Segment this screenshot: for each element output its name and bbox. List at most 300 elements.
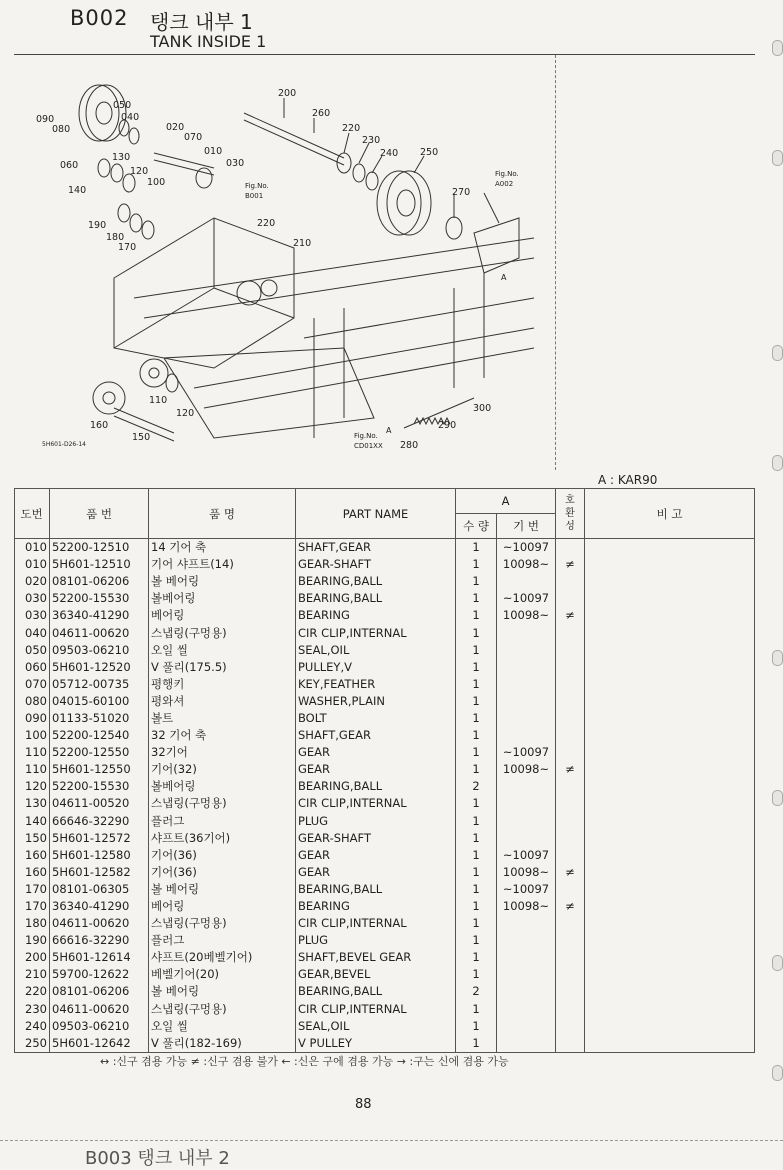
cell-name-en: BEARING,BALL xyxy=(296,573,456,590)
cell-compat: ≠ xyxy=(556,556,585,573)
cell-base xyxy=(497,1035,556,1053)
callout-label: 080 xyxy=(52,124,71,135)
callout-label: 030 xyxy=(226,158,245,169)
figure-ref: A002 xyxy=(495,180,514,188)
cell-compat xyxy=(556,915,585,932)
cell-remarks xyxy=(585,744,755,761)
callout-label: 150 xyxy=(132,432,151,443)
cell-remarks xyxy=(585,949,755,966)
cell-name-ko: 기어(36) xyxy=(149,847,296,864)
cell-part-no: 52200-12540 xyxy=(50,727,149,744)
cell-remarks xyxy=(585,778,755,795)
exploded-parts-diagram xyxy=(14,58,549,458)
cell-qty: 1 xyxy=(456,556,497,573)
col-partno-header: 품 번 xyxy=(50,489,149,539)
cell-remarks xyxy=(585,966,755,983)
callout-label: 230 xyxy=(362,135,381,146)
cell-name-en: SEAL,OIL xyxy=(296,1018,456,1035)
cell-name-ko: 플러그 xyxy=(149,813,296,830)
cell-qty: 1 xyxy=(456,1001,497,1018)
cell-no: 050 xyxy=(15,642,50,659)
page-edge-rule xyxy=(0,1140,783,1141)
cell-name-ko: 볼베어링 xyxy=(149,778,296,795)
callout-label: 180 xyxy=(106,232,125,243)
cell-base xyxy=(497,813,556,830)
cell-no: 150 xyxy=(15,830,50,847)
col-remarks-header: 비 고 xyxy=(585,489,755,539)
cell-name-ko: 평와셔 xyxy=(149,693,296,710)
cell-compat: ≠ xyxy=(556,761,585,778)
cell-compat xyxy=(556,573,585,590)
cell-part-no: 09503-06210 xyxy=(50,642,149,659)
cell-qty: 1 xyxy=(456,795,497,812)
callout-label: 160 xyxy=(90,420,109,431)
next-page-title: B003 탱크 내부 2 xyxy=(85,1148,230,1169)
cell-base xyxy=(497,915,556,932)
title-korean: 탱크 내부 1 xyxy=(150,10,253,34)
cell-remarks xyxy=(585,642,755,659)
callout-label: 130 xyxy=(112,152,131,163)
cell-name-en: V PULLEY xyxy=(296,1035,456,1053)
cell-remarks xyxy=(585,693,755,710)
cell-name-en: CIR CLIP,INTERNAL xyxy=(296,1001,456,1018)
callout-label: 210 xyxy=(293,238,312,249)
cell-base xyxy=(497,710,556,727)
cell-name-ko: 볼 베어링 xyxy=(149,573,296,590)
figure-ref: CD01XX xyxy=(354,442,383,450)
cell-qty: 1 xyxy=(456,624,497,641)
cell-qty: 1 xyxy=(456,932,497,949)
cell-remarks xyxy=(585,864,755,881)
cell-part-no: 5H601-12580 xyxy=(50,847,149,864)
table-row xyxy=(15,898,755,915)
table-row xyxy=(15,932,755,949)
cell-no: 180 xyxy=(15,915,50,932)
cell-qty: 1 xyxy=(456,949,497,966)
callout-label: 240 xyxy=(380,148,399,159)
cell-part-no: 04611-00620 xyxy=(50,1001,149,1018)
table-row xyxy=(15,830,755,847)
cell-no: 030 xyxy=(15,590,50,607)
cell-base: 10098~ xyxy=(497,761,556,778)
cell-qty: 1 xyxy=(456,864,497,881)
header-rule xyxy=(14,54,755,55)
cell-part-no: 08101-06206 xyxy=(50,573,149,590)
callout-label: 120 xyxy=(130,166,149,177)
callout-label: 270 xyxy=(452,187,471,198)
table-row xyxy=(15,659,755,676)
cell-part-no: 08101-06305 xyxy=(50,881,149,898)
cell-part-no: 5H601-12614 xyxy=(50,949,149,966)
diagram-divider xyxy=(555,55,556,470)
cell-no: 170 xyxy=(15,881,50,898)
callout-label: 290 xyxy=(438,420,457,431)
cell-qty: 2 xyxy=(456,778,497,795)
cell-qty: 1 xyxy=(456,676,497,693)
cell-name-ko: V 풀리(175.5) xyxy=(149,659,296,676)
cell-no: 130 xyxy=(15,795,50,812)
cell-part-no: 36340-41290 xyxy=(50,898,149,915)
table-row xyxy=(15,864,755,881)
cell-no: 250 xyxy=(15,1035,50,1053)
cell-name-en: BEARING xyxy=(296,607,456,624)
cell-base: ~10097 xyxy=(497,847,556,864)
cell-compat xyxy=(556,642,585,659)
section-code: B002 xyxy=(70,6,129,30)
cell-part-no: 5H601-12550 xyxy=(50,761,149,778)
cell-name-en: BOLT xyxy=(296,710,456,727)
cell-qty: 1 xyxy=(456,710,497,727)
cell-no: 110 xyxy=(15,761,50,778)
cell-base xyxy=(497,1001,556,1018)
title-english: TANK INSIDE 1 xyxy=(150,32,267,51)
table-row xyxy=(15,966,755,983)
cell-compat xyxy=(556,744,585,761)
cell-part-no: 66646-32290 xyxy=(50,813,149,830)
model-legend: A : KAR90 xyxy=(598,473,658,487)
cell-compat xyxy=(556,624,585,641)
cell-remarks xyxy=(585,624,755,641)
table-row xyxy=(15,847,755,864)
cell-name-ko: 볼 베어링 xyxy=(149,983,296,1000)
cell-part-no: 52200-15530 xyxy=(50,590,149,607)
cell-name-ko: 기어 샤프트(14) xyxy=(149,556,296,573)
cell-no: 140 xyxy=(15,813,50,830)
binder-hole-icon xyxy=(772,150,783,166)
col-base-header: 기 번 xyxy=(497,514,556,539)
cell-remarks xyxy=(585,590,755,607)
figure-ref: Fig.No. xyxy=(245,182,269,190)
callout-label: 090 xyxy=(36,114,55,125)
cell-name-en: PLUG xyxy=(296,813,456,830)
callout-label: 280 xyxy=(400,440,419,451)
col-group-a-header: A xyxy=(456,489,556,514)
cell-name-en: GEAR xyxy=(296,847,456,864)
cell-name-ko: 기어(32) xyxy=(149,761,296,778)
cell-base xyxy=(497,693,556,710)
cell-remarks xyxy=(585,676,755,693)
cell-remarks xyxy=(585,761,755,778)
cell-compat xyxy=(556,795,585,812)
binder-hole-icon xyxy=(772,1065,783,1081)
cell-qty: 1 xyxy=(456,813,497,830)
cell-name-ko: 볼 베어링 xyxy=(149,881,296,898)
binder-hole-icon xyxy=(772,955,783,971)
cell-part-no: 04611-00620 xyxy=(50,624,149,641)
cell-no: 040 xyxy=(15,624,50,641)
cell-compat xyxy=(556,1018,585,1035)
cell-name-ko: 베벨기어(20) xyxy=(149,966,296,983)
callout-label: 170 xyxy=(118,242,137,253)
cell-qty: 1 xyxy=(456,727,497,744)
cell-part-no: 04611-00620 xyxy=(50,915,149,932)
cell-part-no: 09503-06210 xyxy=(50,1018,149,1035)
table-row xyxy=(15,881,755,898)
cell-compat xyxy=(556,659,585,676)
cell-qty: 1 xyxy=(456,693,497,710)
cell-qty: 1 xyxy=(456,966,497,983)
cell-qty: 1 xyxy=(456,573,497,590)
cell-part-no: 5H601-12572 xyxy=(50,830,149,847)
cell-no: 220 xyxy=(15,983,50,1000)
cell-name-en: BEARING,BALL xyxy=(296,983,456,1000)
cell-base: ~10097 xyxy=(497,744,556,761)
cell-name-ko: 볼베어링 xyxy=(149,590,296,607)
table-row xyxy=(15,710,755,727)
cell-compat xyxy=(556,1035,585,1053)
cell-name-ko: 플러그 xyxy=(149,932,296,949)
col-name-ko-header: 품 명 xyxy=(149,489,296,539)
binder-hole-icon xyxy=(772,455,783,471)
cell-name-ko: 오일 씰 xyxy=(149,642,296,659)
cell-no: 190 xyxy=(15,932,50,949)
cell-name-en: SHAFT,BEVEL GEAR xyxy=(296,949,456,966)
cell-part-no: 5H601-12520 xyxy=(50,659,149,676)
cell-compat xyxy=(556,932,585,949)
table-row xyxy=(15,915,755,932)
cell-compat xyxy=(556,539,585,557)
col-no-header: 도번 xyxy=(15,489,50,539)
cell-remarks xyxy=(585,830,755,847)
cell-no: 090 xyxy=(15,710,50,727)
cell-part-no: 59700-12622 xyxy=(50,966,149,983)
callout-label: A xyxy=(501,273,507,282)
cell-name-en: SEAL,OIL xyxy=(296,642,456,659)
cell-name-ko: 샤프트(36기어) xyxy=(149,830,296,847)
cell-name-en: BEARING,BALL xyxy=(296,881,456,898)
figure-ref: B001 xyxy=(245,192,264,200)
table-row xyxy=(15,573,755,590)
cell-remarks xyxy=(585,795,755,812)
cell-qty: 1 xyxy=(456,830,497,847)
table-row xyxy=(15,556,755,573)
cell-remarks xyxy=(585,539,755,557)
cell-part-no: 52200-12550 xyxy=(50,744,149,761)
cell-qty: 1 xyxy=(456,761,497,778)
cell-remarks xyxy=(585,813,755,830)
cell-name-ko: 14 기어 축 xyxy=(149,539,296,557)
page-number: 88 xyxy=(355,1097,372,1112)
cell-part-no: 08101-06206 xyxy=(50,983,149,1000)
cell-part-no: 04611-00520 xyxy=(50,795,149,812)
cell-remarks xyxy=(585,932,755,949)
cell-remarks xyxy=(585,727,755,744)
binder-hole-icon xyxy=(772,40,783,56)
cell-base: 10098~ xyxy=(497,607,556,624)
cell-base xyxy=(497,727,556,744)
cell-qty: 1 xyxy=(456,539,497,557)
cell-part-no: 05712-00735 xyxy=(50,676,149,693)
callout-label: 040 xyxy=(121,112,140,123)
cell-name-en: BEARING,BALL xyxy=(296,778,456,795)
callout-label: 020 xyxy=(166,122,185,133)
cell-base xyxy=(497,778,556,795)
cell-name-ko: 스냅링(구멍용) xyxy=(149,915,296,932)
cell-remarks xyxy=(585,847,755,864)
cell-name-en: SHAFT,GEAR xyxy=(296,539,456,557)
table-row xyxy=(15,983,755,1000)
cell-name-ko: 샤프트(20베벨기어) xyxy=(149,949,296,966)
callout-label: 140 xyxy=(68,185,87,196)
cell-name-ko: 볼트 xyxy=(149,710,296,727)
cell-base xyxy=(497,983,556,1000)
callout-label: 100 xyxy=(147,177,166,188)
callout-label: 220 xyxy=(257,218,276,229)
cell-name-en: KEY,FEATHER xyxy=(296,676,456,693)
cell-remarks xyxy=(585,659,755,676)
cell-compat xyxy=(556,813,585,830)
callout-label: A xyxy=(386,426,392,435)
col-qty-header: 수 량 xyxy=(456,514,497,539)
cell-qty: 1 xyxy=(456,847,497,864)
cell-no: 120 xyxy=(15,778,50,795)
callout-label: 010 xyxy=(204,146,223,157)
callout-label: 120 xyxy=(176,408,195,419)
col-compat-header: 호 환 성 xyxy=(556,489,585,539)
callout-label: 250 xyxy=(420,147,439,158)
cell-no: 200 xyxy=(15,949,50,966)
table-row xyxy=(15,813,755,830)
cell-remarks xyxy=(585,881,755,898)
cell-name-ko: 스냅링(구멍용) xyxy=(149,795,296,812)
cell-base: ~10097 xyxy=(497,539,556,557)
table-row xyxy=(15,539,755,557)
cell-name-en: SHAFT,GEAR xyxy=(296,727,456,744)
table-row xyxy=(15,624,755,641)
cell-remarks xyxy=(585,1001,755,1018)
cell-compat: ≠ xyxy=(556,898,585,915)
cell-name-ko: V 풀리(182-169) xyxy=(149,1035,296,1053)
cell-name-ko: 오일 씰 xyxy=(149,1018,296,1035)
binder-hole-icon xyxy=(772,650,783,666)
cell-name-ko: 베어링 xyxy=(149,607,296,624)
cell-name-en: BEARING xyxy=(296,898,456,915)
cell-name-ko: 평행키 xyxy=(149,676,296,693)
cell-name-en: CIR CLIP,INTERNAL xyxy=(296,915,456,932)
cell-name-en: GEAR-SHAFT xyxy=(296,830,456,847)
cell-remarks xyxy=(585,915,755,932)
cell-compat xyxy=(556,983,585,1000)
cell-qty: 1 xyxy=(456,1018,497,1035)
table-row xyxy=(15,590,755,607)
cell-part-no: 66616-32290 xyxy=(50,932,149,949)
cell-name-en: CIR CLIP,INTERNAL xyxy=(296,624,456,641)
callout-label: 220 xyxy=(342,123,361,134)
cell-name-ko: 32 기어 축 xyxy=(149,727,296,744)
cell-base xyxy=(497,642,556,659)
cell-qty: 1 xyxy=(456,607,497,624)
table-row xyxy=(15,795,755,812)
cell-no: 170 xyxy=(15,898,50,915)
cell-base xyxy=(497,949,556,966)
cell-no: 210 xyxy=(15,966,50,983)
col-name-en-header: PART NAME xyxy=(296,489,456,539)
cell-compat xyxy=(556,727,585,744)
cell-name-en: GEAR-SHAFT xyxy=(296,556,456,573)
cell-part-no: 5H601-12642 xyxy=(50,1035,149,1053)
cell-base xyxy=(497,573,556,590)
table-row xyxy=(15,642,755,659)
cell-compat xyxy=(556,710,585,727)
cell-remarks xyxy=(585,1035,755,1053)
cell-part-no: 5H601-12582 xyxy=(50,864,149,881)
cell-qty: 2 xyxy=(456,983,497,1000)
cell-remarks xyxy=(585,1018,755,1035)
cell-name-en: CIR CLIP,INTERNAL xyxy=(296,795,456,812)
cell-base: 10098~ xyxy=(497,864,556,881)
cell-part-no: 52200-12510 xyxy=(50,539,149,557)
cell-name-en: GEAR xyxy=(296,744,456,761)
cell-qty: 1 xyxy=(456,642,497,659)
table-row xyxy=(15,1035,755,1053)
table-row xyxy=(15,727,755,744)
cell-base xyxy=(497,676,556,693)
cell-name-ko: 32기어 xyxy=(149,744,296,761)
table-row xyxy=(15,744,755,761)
table-row xyxy=(15,949,755,966)
callout-label: 110 xyxy=(149,395,168,406)
cell-compat: ≠ xyxy=(556,607,585,624)
cell-compat xyxy=(556,847,585,864)
cell-base: 10098~ xyxy=(497,898,556,915)
cell-name-ko: 스냅링(구멍용) xyxy=(149,624,296,641)
cell-compat xyxy=(556,949,585,966)
cell-qty: 1 xyxy=(456,744,497,761)
cell-part-no: 5H601-12510 xyxy=(50,556,149,573)
cell-compat xyxy=(556,830,585,847)
callout-label: 300 xyxy=(473,403,492,414)
callout-label: 260 xyxy=(312,108,331,119)
callout-label: 060 xyxy=(60,160,79,171)
callout-label: 200 xyxy=(278,88,297,99)
cell-qty: 1 xyxy=(456,590,497,607)
cell-name-en: BEARING,BALL xyxy=(296,590,456,607)
cell-remarks xyxy=(585,573,755,590)
cell-base: ~10097 xyxy=(497,881,556,898)
cell-compat xyxy=(556,778,585,795)
cell-base: ~10097 xyxy=(497,590,556,607)
binder-hole-icon xyxy=(772,790,783,806)
cell-name-en: GEAR,BEVEL xyxy=(296,966,456,983)
cell-qty: 1 xyxy=(456,915,497,932)
table-row xyxy=(15,693,755,710)
cell-no: 080 xyxy=(15,693,50,710)
cell-remarks xyxy=(585,898,755,915)
callout-label: 190 xyxy=(88,220,107,231)
parts-table-body xyxy=(15,539,755,1053)
cell-no: 110 xyxy=(15,744,50,761)
cell-name-en: PULLEY,V xyxy=(296,659,456,676)
cell-part-no: 01133-51020 xyxy=(50,710,149,727)
cell-remarks xyxy=(585,710,755,727)
cell-remarks xyxy=(585,607,755,624)
cell-name-ko: 스냅링(구멍용) xyxy=(149,1001,296,1018)
cell-remarks xyxy=(585,983,755,1000)
cell-qty: 1 xyxy=(456,881,497,898)
cell-base xyxy=(497,795,556,812)
cell-part-no: 04015-60100 xyxy=(50,693,149,710)
cell-compat xyxy=(556,1001,585,1018)
cell-remarks xyxy=(585,556,755,573)
cell-base: 10098~ xyxy=(497,556,556,573)
cell-no: 010 xyxy=(15,539,50,557)
cell-qty: 1 xyxy=(456,898,497,915)
cell-no: 160 xyxy=(15,847,50,864)
cell-compat xyxy=(556,676,585,693)
cell-no: 100 xyxy=(15,727,50,744)
cell-name-ko: 기어(36) xyxy=(149,864,296,881)
cell-base xyxy=(497,659,556,676)
